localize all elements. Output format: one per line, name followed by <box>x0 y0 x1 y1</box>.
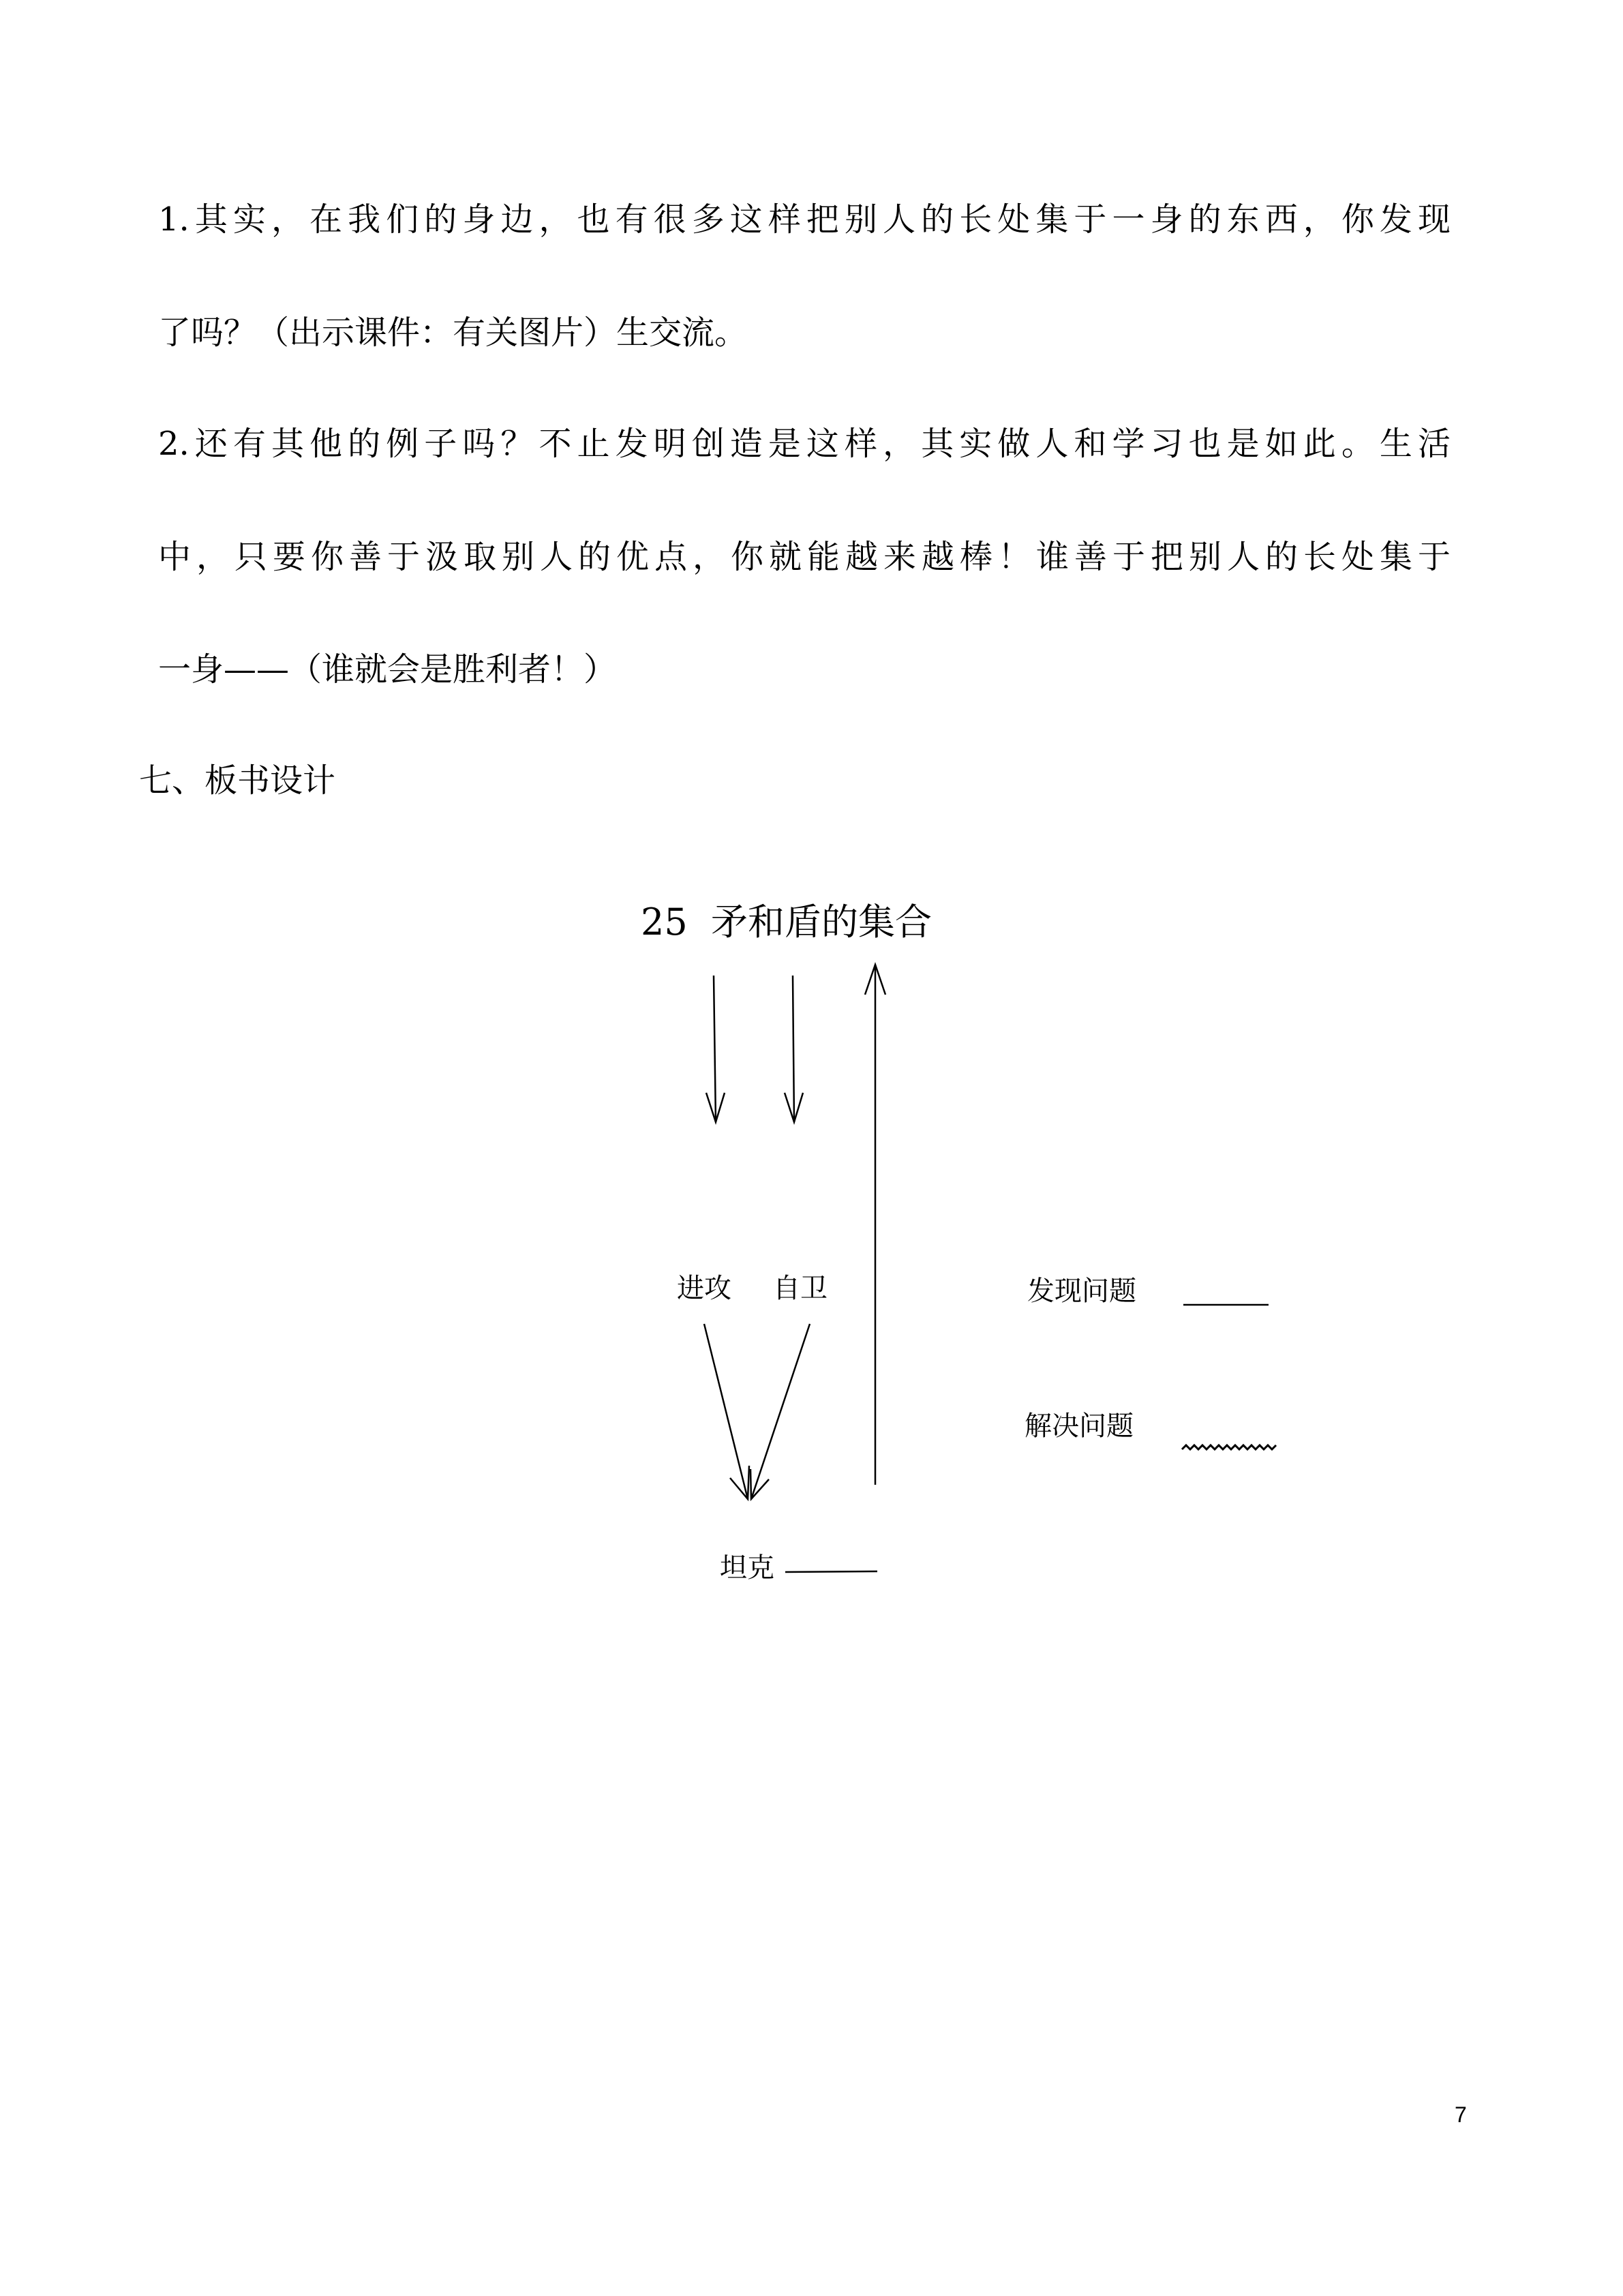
legend-discover-problem: 发现问题 <box>1027 1275 1136 1307</box>
paragraph-1-line-2: 了吗？（出示课件：有关图片）生交流。 <box>158 314 748 352</box>
arrow-defense-to-tank <box>750 1324 810 1499</box>
paragraph-2-line-1: 2.还有其他的例子吗？不止发明创造是这样，其实做人和学习也是如此。生活 <box>158 425 1451 463</box>
tank-underline <box>785 1571 877 1572</box>
node-defense: 自卫 <box>773 1273 828 1304</box>
arrow-attack-to-tank <box>704 1324 749 1499</box>
board-title: 25 矛和盾的集合 <box>641 901 932 943</box>
paragraph-1-line-1: 1.其实，在我们的身边，也有很多这样把别人的长处集于一身的东西，你发现 <box>158 200 1451 239</box>
arrow-down-left <box>706 976 725 1122</box>
arrow-down-right <box>785 976 803 1122</box>
node-attack: 进攻 <box>677 1273 731 1304</box>
node-tank: 坦克 <box>720 1552 774 1584</box>
arrow-up <box>865 965 885 1485</box>
paragraph-2-line-2: 中，只要你善于汲取别人的优点，你就能越来越棒！谁善于把别人的长处集于 <box>158 538 1451 576</box>
legend-solve-problem: 解决问题 <box>1025 1410 1134 1442</box>
page-number: 7 <box>1455 2102 1467 2127</box>
section-heading: 七、板书设计 <box>139 761 336 800</box>
wavy-underline-mark <box>1182 1445 1276 1449</box>
paragraph-2-line-3: 一身——（谁就会是胜利者！） <box>158 650 617 689</box>
